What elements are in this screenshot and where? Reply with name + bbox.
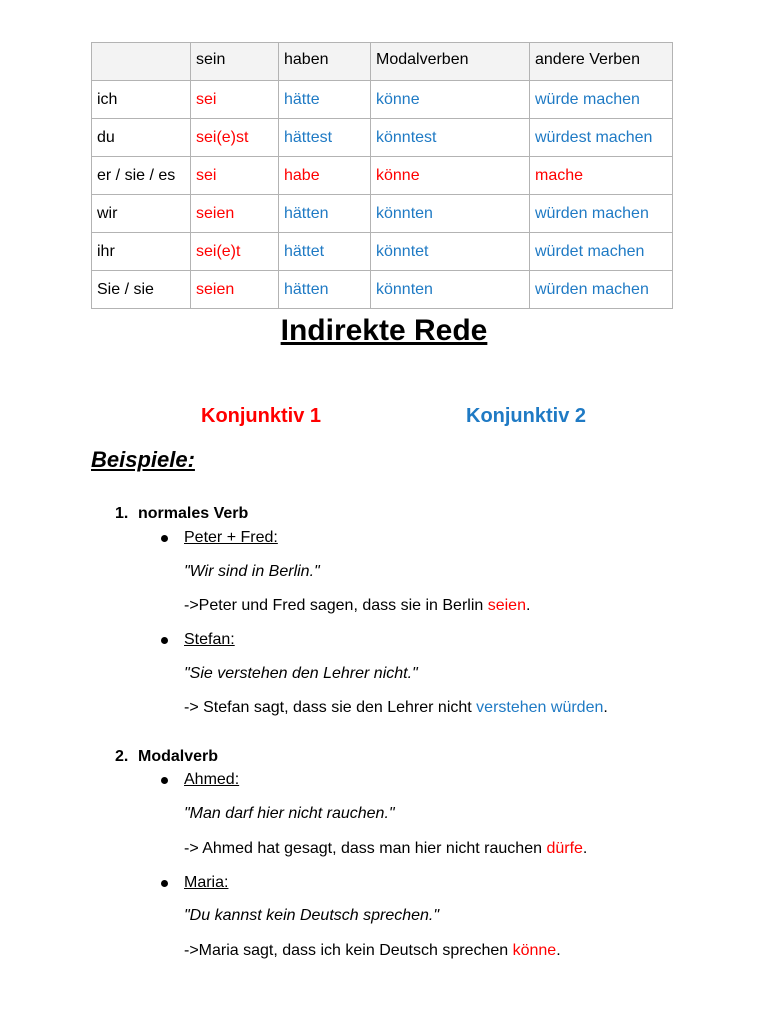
modal-cell: könne bbox=[371, 81, 530, 119]
header-cell bbox=[92, 43, 191, 81]
modal-cell: könnten bbox=[371, 271, 530, 309]
andere-cell: würdet machen bbox=[530, 233, 673, 271]
pronoun-cell: Sie / sie bbox=[92, 271, 191, 309]
quote-text: "Sie verstehen den Lehrer nicht." bbox=[184, 665, 418, 682]
modal-cell: könnten bbox=[371, 195, 530, 233]
bullet-icon bbox=[161, 880, 168, 887]
sein-cell: seien bbox=[191, 195, 279, 233]
modal-cell: könne bbox=[371, 157, 530, 195]
table-row bbox=[92, 119, 673, 157]
table-row bbox=[92, 195, 673, 233]
pronoun-cell: er / sie / es bbox=[92, 157, 191, 195]
table-row bbox=[92, 157, 673, 195]
section-heading: Modalverb bbox=[138, 748, 219, 765]
header-cell: andere Verben bbox=[530, 43, 673, 81]
sein-cell: sei(e)st bbox=[191, 119, 279, 157]
reported-speech-line bbox=[184, 699, 608, 717]
konjunktiv-verb: dürfe bbox=[546, 840, 583, 857]
haben-cell: hätten bbox=[279, 195, 371, 233]
bullet-icon bbox=[161, 777, 168, 784]
table-row bbox=[92, 233, 673, 271]
modal-cell: könntet bbox=[371, 233, 530, 271]
table-header-row bbox=[92, 43, 673, 81]
header-cell: Modalverben bbox=[371, 43, 530, 81]
sein-cell: sei bbox=[191, 157, 279, 195]
speaker-label: Stefan: bbox=[184, 631, 235, 648]
header-cell: sein bbox=[191, 43, 279, 81]
reported-text: ->Peter und Fred sagen, dass sie in Berlin bbox=[184, 597, 488, 614]
andere-cell: würden machen bbox=[530, 195, 673, 233]
pronoun-cell: ich bbox=[92, 81, 191, 119]
modal-cell: könntest bbox=[371, 119, 530, 157]
conjugation-table bbox=[91, 42, 673, 309]
pronoun-cell: ihr bbox=[92, 233, 191, 271]
table-row bbox=[92, 81, 673, 119]
sein-cell: seien bbox=[191, 271, 279, 309]
period: . bbox=[582, 840, 588, 857]
konjunktiv-2-legend: Konjunktiv 2 bbox=[466, 405, 587, 427]
sein-cell: sei(e)t bbox=[191, 233, 279, 271]
reported-speech-line bbox=[184, 840, 587, 858]
reported-text: -> Ahmed hat gesagt, dass man hier nicht rauchen bbox=[184, 840, 547, 857]
konjunktiv-1-legend: Konjunktiv 1 bbox=[201, 405, 322, 427]
andere-cell: würdest machen bbox=[530, 119, 673, 157]
konjunktiv-verb: könne bbox=[512, 942, 557, 959]
konjunktiv-verb: seien bbox=[487, 597, 526, 614]
sein-cell: sei bbox=[191, 81, 279, 119]
haben-cell: hätten bbox=[279, 271, 371, 309]
reported-speech-line bbox=[184, 942, 561, 960]
page-title: Indirekte Rede bbox=[280, 314, 488, 347]
speaker-label: Ahmed: bbox=[184, 771, 240, 788]
period: . bbox=[556, 942, 561, 959]
section-heading: normales Verb bbox=[138, 505, 249, 522]
pronoun-cell: wir bbox=[92, 195, 191, 233]
haben-cell: hättet bbox=[279, 233, 371, 271]
header-cell: haben bbox=[279, 43, 371, 81]
quote-text: "Man darf hier nicht rauchen." bbox=[184, 805, 395, 822]
bullet-icon bbox=[161, 535, 168, 542]
period: . bbox=[603, 699, 608, 716]
section-number: 2. bbox=[115, 748, 129, 765]
andere-cell: mache bbox=[530, 157, 673, 195]
andere-cell: würden machen bbox=[530, 271, 673, 309]
haben-cell: habe bbox=[279, 157, 371, 195]
period: . bbox=[525, 597, 531, 614]
speaker-label: Peter + Fred: bbox=[184, 529, 278, 546]
quote-text: "Wir sind in Berlin." bbox=[184, 563, 320, 580]
reported-text: ->Maria sagt, dass ich kein Deutsch sprechen bbox=[184, 942, 513, 959]
reported-text: -> Stefan sagt, dass sie den Lehrer nicht bbox=[184, 699, 477, 716]
examples-heading: Beispiele: bbox=[91, 447, 195, 472]
quote-text: "Du kannst kein Deutsch sprechen." bbox=[184, 907, 440, 924]
reported-speech-line bbox=[184, 597, 530, 615]
haben-cell: hättest bbox=[279, 119, 371, 157]
speaker-label: Maria: bbox=[184, 874, 229, 891]
table-row bbox=[92, 271, 673, 309]
haben-cell: hätte bbox=[279, 81, 371, 119]
konjunktiv-verb: verstehen würden bbox=[476, 699, 604, 716]
section-number: 1. bbox=[115, 505, 129, 522]
pronoun-cell: du bbox=[92, 119, 191, 157]
bullet-icon bbox=[161, 637, 168, 644]
andere-cell: würde machen bbox=[530, 81, 673, 119]
